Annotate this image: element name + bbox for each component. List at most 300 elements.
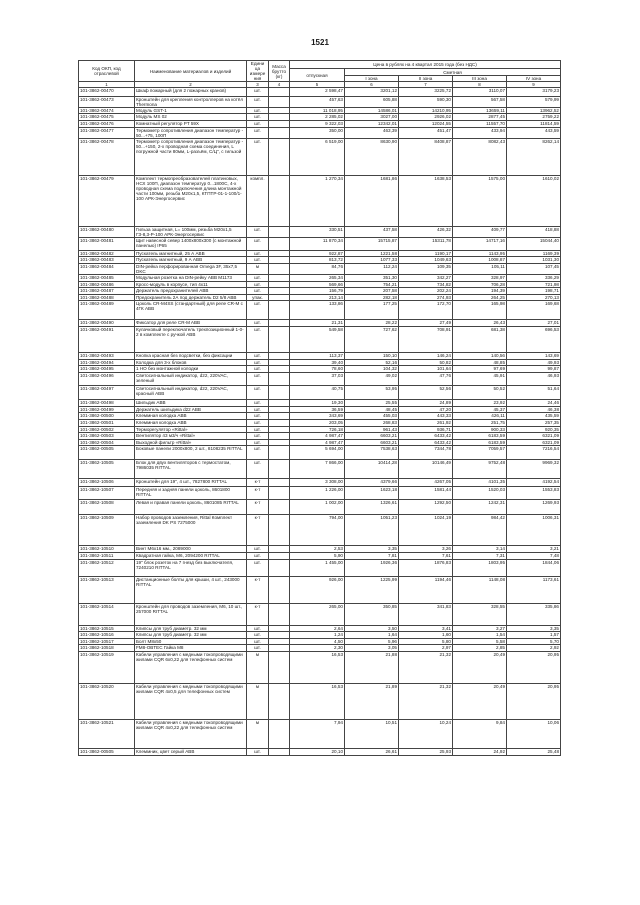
cell-z1: 455,03: [345, 413, 399, 420]
cell-z4: 443,59: [507, 127, 561, 138]
cell-z4: 335,86: [507, 603, 561, 625]
cell-z4: 169,68: [507, 301, 561, 320]
cell-name: Клипсы для труб диаметр. 32 мм: [135, 632, 247, 639]
column-index-cell: 9: [507, 82, 561, 88]
column-index-cell: 2: [135, 82, 247, 88]
cell-z3: 194,39: [453, 288, 507, 295]
table-row: [79, 127, 561, 138]
cell-z4: 1169,39: [507, 250, 561, 257]
cell-name: Светосигнальный индикатор, d22, 220VAC, красный ABB: [135, 385, 247, 399]
cell-mass: [269, 479, 290, 487]
cell-z2: 1190,17: [399, 250, 453, 257]
cell-release: 5,90: [290, 553, 345, 560]
cell-mass: [269, 96, 290, 107]
cell-z1: 52,16: [345, 359, 399, 366]
table-row: [79, 500, 561, 514]
cell-code: 101-3862-00501: [79, 420, 135, 427]
cell-unit: шт.: [247, 250, 269, 257]
cell-z3: 3,27: [453, 625, 507, 632]
cell-release: 133,86: [290, 301, 345, 320]
header-mass: Масса брутто (кг): [269, 61, 290, 82]
cell-z1: 1623,18: [345, 487, 399, 500]
cell-unit: шт.: [247, 281, 269, 288]
cell-z1: 207,58: [345, 288, 399, 295]
cell-unit: шт.: [247, 96, 269, 107]
cell-z2: 1024,19: [399, 514, 453, 546]
cell-z4: 7216,54: [507, 446, 561, 459]
cell-name: Клеммная колодка ABB: [135, 413, 247, 420]
cell-z2: 12024,55: [399, 120, 453, 127]
cell-unit: шт.: [247, 114, 269, 121]
table-row: [79, 603, 561, 625]
cell-z2: 10,24: [399, 720, 453, 749]
cell-mass: [269, 645, 290, 652]
cell-z1: 4379,66: [345, 479, 399, 487]
cell-name: Пускатель магнитный, 25 А ABB: [135, 250, 247, 257]
cell-z2: 1581,44: [399, 487, 453, 500]
cell-release: 3 308,00: [290, 479, 345, 487]
cell-z3: 1242,31: [453, 500, 507, 514]
cell-mass: [269, 250, 290, 257]
cell-z3: 5,58: [453, 638, 507, 645]
cell-z3: 706,28: [453, 281, 507, 288]
header-release-price: отпускная: [290, 69, 345, 82]
table-row: [79, 226, 561, 237]
cell-mass: [269, 127, 290, 138]
cell-unit: к-т: [247, 479, 269, 487]
cell-code: 101-3862-00486: [79, 281, 135, 288]
cell-release: 1 002,00: [290, 500, 345, 514]
cell-z3: 681,38: [453, 326, 507, 352]
cell-name: Держатель шильдика d22 ABB: [135, 406, 247, 413]
cell-z4: 696,53: [507, 326, 561, 352]
cell-z2: 590,30: [399, 96, 453, 107]
cell-mass: [269, 281, 290, 288]
cell-mass: [269, 274, 290, 281]
cell-z1: 1681,86: [345, 175, 399, 226]
header-name: Наименование материалов и изделий: [135, 61, 247, 82]
cell-z2: 443,33: [399, 413, 453, 420]
cell-release: 16,53: [290, 683, 345, 719]
column-index-cell: 5: [290, 82, 345, 88]
cell-z4: 1610,02: [507, 175, 561, 226]
cell-mass: [269, 257, 290, 264]
cell-z4: 11814,59: [507, 120, 561, 127]
cell-unit: шт.: [247, 406, 269, 413]
cell-unit: шт.: [247, 420, 269, 427]
cell-release: 1 226,00: [290, 487, 345, 500]
cell-mass: [269, 577, 290, 603]
cell-mass: [269, 446, 290, 459]
cell-z1: 177,25: [345, 301, 399, 320]
cell-z3: 50,52: [453, 385, 507, 399]
cell-z4: 15044,40: [507, 237, 561, 250]
cell-z2: 734,82: [399, 281, 453, 288]
cell-z1: 727,62: [345, 326, 399, 352]
cell-unit: шт.: [247, 400, 269, 407]
cell-z4: 1006,31: [507, 514, 561, 546]
cell-z4: 27,01: [507, 320, 561, 327]
cell-z1: 112,24: [345, 263, 399, 274]
table-row: [79, 301, 561, 320]
header-price-title: Цена в рублях на 4 квартал 2015 года (без НДС): [290, 61, 561, 69]
table-row: [79, 683, 561, 719]
cell-name: 19" блок розеток на 7 гнезд без выключателя, 7240210 RITTAL: [135, 559, 247, 577]
cell-code: 101-3862-00489: [79, 301, 135, 320]
cell-z1: 28,22: [345, 320, 399, 327]
cell-z1: 605,88: [345, 96, 399, 107]
cell-z2: 146,24: [399, 352, 453, 359]
cell-unit: шт.: [247, 426, 269, 433]
cell-unit: шт.: [247, 274, 269, 281]
cell-z2: 3,26: [399, 546, 453, 553]
table-row: [79, 385, 561, 399]
table-row: [79, 426, 561, 433]
cell-z4: 143,69: [507, 352, 561, 359]
cell-unit: шт.: [247, 352, 269, 359]
cell-code: 101-3862-00504: [79, 439, 135, 446]
cell-release: 11 018,95: [290, 107, 345, 114]
cell-release: 726,18: [290, 426, 345, 433]
cell-z3: 328,55: [453, 603, 507, 625]
cell-z2: 101,64: [399, 366, 453, 373]
table-row: [79, 366, 561, 373]
header-zone-1: I зона: [345, 76, 399, 82]
cell-mass: [269, 114, 290, 121]
table-row: [79, 638, 561, 645]
cell-z2: 50,82: [399, 359, 453, 366]
cell-code: 101-3862-10512: [79, 559, 135, 577]
cell-name: FM8-OBTEC Гайка M8: [135, 645, 247, 652]
cell-code: 101-3862-10521: [79, 720, 135, 749]
cell-z4: 3179,23: [507, 88, 561, 97]
cell-z4: 198,71: [507, 288, 561, 295]
cell-z1: 3201,12: [345, 88, 399, 97]
table-row: [79, 400, 561, 407]
cell-z2: 936,71: [399, 426, 453, 433]
cell-code: 101-3862-00478: [79, 138, 135, 175]
cell-code: 101-3862-10505: [79, 459, 135, 479]
cell-mass: [269, 120, 290, 127]
cell-name: Кулачковый переключатель трехпозиционный 1-0-2 в комплекте с ручкой ABB: [135, 326, 247, 352]
cell-code: 101-3862-00503: [79, 433, 135, 440]
cell-z2: 5,80: [399, 638, 453, 645]
cell-mass: [269, 439, 290, 446]
cell-mass: [269, 487, 290, 500]
cell-z3: 3110,07: [453, 88, 507, 97]
cell-release: 36,59: [290, 406, 345, 413]
cell-z1: 15715,87: [345, 237, 399, 250]
table-row: [79, 274, 561, 281]
cell-release: 203,05: [290, 420, 345, 427]
cell-z1: 754,21: [345, 281, 399, 288]
cell-z1: 8630,90: [345, 138, 399, 175]
cell-code: 101-3862-00484: [79, 263, 135, 274]
column-index-cell: 4: [269, 82, 290, 88]
table-row: [79, 359, 561, 366]
cell-code: 101-3862-10517: [79, 638, 135, 645]
cell-name: Модуль MS 02: [135, 114, 247, 121]
cell-z4: 270,13: [507, 294, 561, 301]
cell-mass: [269, 288, 290, 295]
cell-mass: [269, 175, 290, 226]
cell-z1: 1077,33: [345, 257, 399, 264]
cell-z3: 23,92: [453, 400, 507, 407]
cell-release: 1,24: [290, 632, 345, 639]
cell-z4: 721,98: [507, 281, 561, 288]
table-row: [79, 487, 561, 500]
cell-code: 101-3862-00495: [79, 366, 135, 373]
cell-z4: 2,92: [507, 645, 561, 652]
cell-z2: 47,76: [399, 372, 453, 385]
cell-mass: [269, 406, 290, 413]
cell-z4: 46,93: [507, 372, 561, 385]
cell-release: 350,00: [290, 127, 345, 138]
cell-unit: м: [247, 683, 269, 719]
table-row: [79, 652, 561, 684]
cell-z3: 426,11: [453, 413, 507, 420]
cell-release: 2,64: [290, 625, 345, 632]
cell-release: 1 270,34: [290, 175, 345, 226]
cell-name: Кросс-модуль в корпусе, тип 4x11: [135, 281, 247, 288]
table-row: [79, 372, 561, 385]
cell-code: 101-3862-00475: [79, 114, 135, 121]
cell-mass: [269, 433, 290, 440]
cell-mass: [269, 559, 290, 577]
cell-z2: 451,47: [399, 127, 453, 138]
table-row: [79, 88, 561, 97]
table-row: [79, 577, 561, 603]
cell-z2: 1049,63: [399, 257, 453, 264]
cell-mass: [269, 459, 290, 479]
table-row: [79, 439, 561, 446]
cell-name: Клипсы для труб диаметр. 32 мм: [135, 625, 247, 632]
cell-mass: [269, 385, 290, 399]
cell-z1: 3,35: [345, 546, 399, 553]
cell-mass: [269, 553, 290, 560]
cell-z3: 251,75: [453, 420, 507, 427]
cell-z4: 25,48: [507, 748, 561, 756]
cell-z4: 13962,52: [507, 107, 561, 114]
cell-unit: к-т: [247, 577, 269, 603]
cell-release: 2,53: [290, 546, 345, 553]
cell-z1: 10,51: [345, 720, 399, 749]
cell-z2: 3225,72: [399, 88, 453, 97]
cell-z1: 25,55: [345, 400, 399, 407]
cell-name: Цоколь CR-M4SS (стандартный) для реле CR-M с 4ГК ABB: [135, 301, 247, 320]
cell-z2: 7344,78: [399, 446, 453, 459]
table-row: [79, 320, 561, 327]
cell-z3: 433,94: [453, 127, 507, 138]
cell-mass: [269, 426, 290, 433]
cell-unit: шт.: [247, 413, 269, 420]
cell-z4: 3,21: [507, 546, 561, 553]
cell-name: Вентилятор 43 м3/ч «Rittal»: [135, 433, 247, 440]
table-row: [79, 433, 561, 440]
cell-z4: 10,06: [507, 720, 561, 749]
cell-z1: 3,50: [345, 625, 399, 632]
cell-code: 101-3862-00505: [79, 446, 135, 459]
cell-unit: шт.: [247, 257, 269, 264]
cell-release: 20,10: [290, 748, 345, 756]
cell-name: Кабели управления с медными токопроводящими жилами CQR 4x0,5 для телефонных систем: [135, 683, 247, 719]
cell-z1: 961,43: [345, 426, 399, 433]
cell-z1: 1,64: [345, 632, 399, 639]
cell-z3: 11557,70: [453, 120, 507, 127]
cell-z3: 984,42: [453, 514, 507, 546]
cell-z1: 351,30: [345, 274, 399, 281]
cell-z3: 1143,95: [453, 250, 507, 257]
cell-code: 101-3862-00470: [79, 88, 135, 97]
cell-z4: 336,29: [507, 274, 561, 281]
cell-unit: шт.: [247, 439, 269, 446]
cell-z1: 49,02: [345, 372, 399, 385]
cell-z2: 1638,53: [399, 175, 453, 226]
table-row: [79, 413, 561, 420]
cell-z3: 140,56: [453, 352, 507, 359]
cell-code: 101-3862-00474: [79, 107, 135, 114]
cell-z4: 435,59: [507, 413, 561, 420]
cell-z1: 12342,01: [345, 120, 399, 127]
cell-z2: 21,32: [399, 683, 453, 719]
cell-z1: 104,32: [345, 366, 399, 373]
cell-unit: к-т: [247, 514, 269, 546]
table-row: [79, 446, 561, 459]
cell-release: 5 694,00: [290, 446, 345, 459]
cell-z4: 9969,32: [507, 459, 561, 479]
cell-z4: 1844,06: [507, 559, 561, 577]
cell-z3: 48,85: [453, 359, 507, 366]
cell-code: 101-3862-00483: [79, 257, 135, 264]
cell-unit: шт.: [247, 127, 269, 138]
cell-z1: 282,18: [345, 294, 399, 301]
cell-code: 101-3862-00479: [79, 175, 135, 226]
cell-z2: 261,92: [399, 420, 453, 427]
cell-unit: шт.: [247, 645, 269, 652]
cell-z3: 328,97: [453, 274, 507, 281]
cell-z2: 21,32: [399, 652, 453, 684]
cell-unit: шт.: [247, 546, 269, 553]
cell-code: 101-3862-10511: [79, 553, 135, 560]
cell-z4: 99,87: [507, 366, 561, 373]
cell-z2: 15311,78: [399, 237, 453, 250]
cell-release: 330,51: [290, 226, 345, 237]
cell-code: 101-3862-00497: [79, 385, 135, 399]
cell-mass: [269, 294, 290, 301]
cell-name: Пускатель магнитный, 9 А ABB: [135, 257, 247, 264]
cell-z3: 1803,95: [453, 559, 507, 577]
cell-z1: 463,39: [345, 127, 399, 138]
cell-unit: компл.: [247, 175, 269, 226]
table-row: [79, 625, 561, 632]
cell-z2: 1876,83: [399, 559, 453, 577]
cell-unit: шт.: [247, 638, 269, 645]
cell-unit: шт.: [247, 107, 269, 114]
table-row: [79, 459, 561, 479]
cell-z2: 1194,46: [399, 577, 453, 603]
cell-name: Набор проводов заземления, Rittal Комплект заземления DK PS 7275000: [135, 514, 247, 546]
cell-z2: 7,61: [399, 553, 453, 560]
cell-code: 101-3862-00482: [79, 250, 135, 257]
cell-unit: шт.: [247, 138, 269, 175]
cell-z2: 52,56: [399, 385, 453, 399]
cell-name: Выходной фильтр «Rittal»: [135, 439, 247, 446]
cell-mass: [269, 301, 290, 320]
table-row: [79, 114, 561, 121]
cell-z4: 51,64: [507, 385, 561, 399]
cell-mass: [269, 352, 290, 359]
cell-name: Терморегулятор «Rittal»: [135, 426, 247, 433]
cell-z1: 21,89: [345, 683, 399, 719]
cell-name: Термометр сопротивления диапазон температур - 50...+75, 100П: [135, 127, 247, 138]
cell-z4: 6321,09: [507, 433, 561, 440]
cell-z4: 6321,09: [507, 439, 561, 446]
cell-z3: 20,49: [453, 652, 507, 684]
price-table: [78, 60, 561, 756]
cell-name: Щит навесной север 1400х800х300 (с монтажной панелью) IP65: [135, 237, 247, 250]
cell-code: 101-3862-00502: [79, 426, 135, 433]
cell-z1: 1221,58: [345, 250, 399, 257]
cell-z4: 49,93: [507, 359, 561, 366]
cell-unit: шт.: [247, 385, 269, 399]
cell-z3: 900,33: [453, 426, 507, 433]
cell-z4: 24,46: [507, 400, 561, 407]
cell-z1: 53,95: [345, 385, 399, 399]
cell-unit: шт.: [247, 748, 269, 756]
cell-z2: 27,49: [399, 320, 453, 327]
cell-mass: [269, 652, 290, 684]
cell-code: 101-3862-10515: [79, 625, 135, 632]
cell-z4: 4192,54: [507, 479, 561, 487]
table-row: [79, 479, 561, 487]
table-row: [79, 632, 561, 639]
cell-z2: 25,93: [399, 748, 453, 756]
cell-release: 569,66: [290, 281, 345, 288]
cell-z1: 437,58: [345, 226, 399, 237]
cell-name: Кнопка красная без подсветки, без фиксации: [135, 352, 247, 359]
cell-release: 265,00: [290, 603, 345, 625]
cell-z2: 274,93: [399, 294, 453, 301]
cell-z3: 264,25: [453, 294, 507, 301]
cell-unit: к-т: [247, 603, 269, 625]
table-row: [79, 420, 561, 427]
cell-z3: 1520,03: [453, 487, 507, 500]
cell-z1: 26,61: [345, 748, 399, 756]
cell-release: 1 455,00: [290, 559, 345, 577]
cell-name: Кабели управления с медными токопроводящими жилами CQR 6x0,22 для телефонных систем: [135, 652, 247, 684]
cell-release: 265,34: [290, 274, 345, 281]
header-zone-4: IV зона: [507, 76, 561, 82]
cell-release: 213,14: [290, 294, 345, 301]
cell-release: 343,69: [290, 413, 345, 420]
cell-name: Кронштейн для проводов заземления, M6, 10 шт., 257000 RITTAL: [135, 603, 247, 625]
cell-name: Кронштейн для крепления контроллеров на котёл Thermona: [135, 96, 247, 107]
cell-z4: 20,95: [507, 652, 561, 684]
cell-z1: 268,83: [345, 420, 399, 427]
cell-unit: к-т: [247, 487, 269, 500]
cell-release: 40,75: [290, 385, 345, 399]
cell-z3: 6183,59: [453, 439, 507, 446]
header-zone-3: III зона: [453, 76, 507, 82]
cell-mass: [269, 400, 290, 407]
cell-z2: 341,83: [399, 603, 453, 625]
cell-z2: 6433,42: [399, 439, 453, 446]
cell-z4: 46,38: [507, 406, 561, 413]
cell-z3: 2877,45: [453, 114, 507, 121]
cell-z1: 7,81: [345, 553, 399, 560]
cell-name: Шильдик ABB: [135, 400, 247, 407]
cell-name: Блок для двух вентиляторов с термостатом, 7986035 RITTAL: [135, 459, 247, 479]
